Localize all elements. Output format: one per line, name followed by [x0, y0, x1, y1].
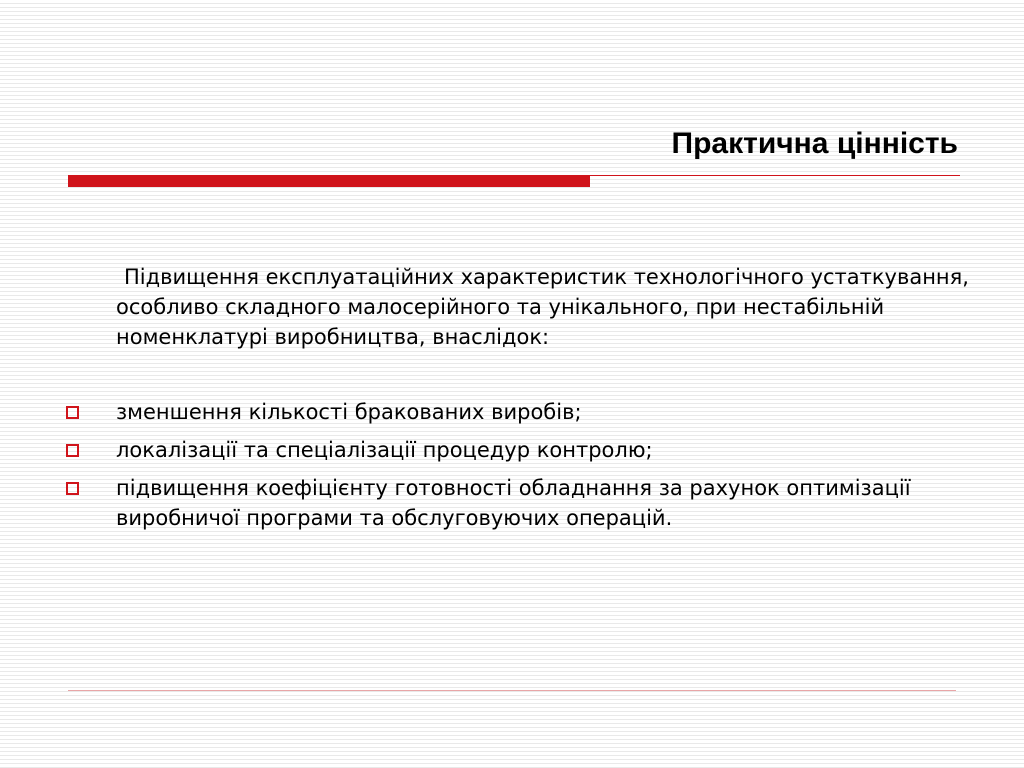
footer-divider [68, 690, 956, 691]
hollow-square-bullet-icon [66, 406, 79, 419]
bullet-text: зменшення кількості бракованих виробів; [116, 400, 582, 424]
bullet-item [66, 397, 996, 427]
intro-paragraph: Підвищення експлуатаційних характеристик технологічного устаткування, особливо складного малосерійного та унікального, при нестабільній номенклатурі виробництва, внаслідок: [116, 265, 969, 349]
bullet-text: локалізації та спеціалізації процедур контролю; [116, 438, 653, 462]
slide-title: Практична цінність [671, 127, 958, 160]
bullet-list [66, 397, 996, 541]
hollow-square-bullet-icon [66, 444, 79, 457]
bullet-item [66, 473, 996, 533]
hollow-square-bullet-icon [66, 482, 79, 495]
bullet-text: підвищення коефіцієнту готовності обладнання за рахунок оптимізації виробничої програми та обслуговуючих операцій. [116, 476, 911, 530]
bullet-item [66, 435, 996, 465]
title-underline-thin [590, 175, 960, 176]
title-underline-thick [68, 175, 590, 187]
